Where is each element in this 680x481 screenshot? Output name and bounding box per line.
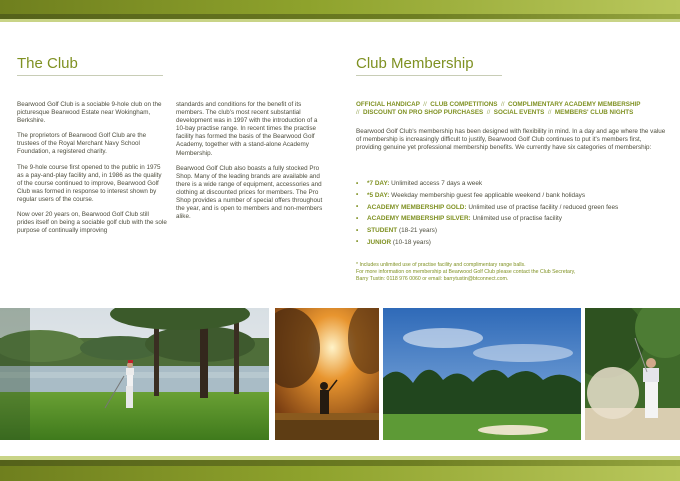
club-paragraph: Now over 20 years on, Bearwood Golf Club still prides itself on being a sociable golf club with the sole purpose of continually improving bbox=[17, 211, 167, 235]
club-column-2 bbox=[176, 101, 326, 228]
bullet-icon: • bbox=[356, 238, 359, 246]
bullet-icon: • bbox=[356, 214, 359, 222]
membership-tier bbox=[356, 215, 666, 227]
membership-benefits bbox=[356, 101, 666, 117]
tier-name: ACADEMY MEMBERSHIP GOLD: bbox=[367, 203, 467, 211]
tier-description: Unlimited use of practise facility / reduced green fees bbox=[466, 203, 619, 211]
benefit-separator: // bbox=[356, 109, 360, 117]
benefit-item: MEMBERS' CLUB NIGHTS bbox=[554, 109, 634, 117]
photo-course-landscape bbox=[383, 308, 581, 440]
benefit-item: SOCIAL EVENTS bbox=[493, 109, 545, 117]
membership-tier bbox=[356, 204, 666, 216]
membership-intro: Bearwood Golf Club's membership has been designed with flexibility in mind. In a day and age where the value of membership is increasingly difficult to justify, Bearwood Golf Club continues to put it's members first, providing genuine yet professional membership benefits. We currently have six categories of membership: bbox=[356, 128, 666, 152]
membership-tier bbox=[356, 227, 666, 239]
tier-name: *7 DAY: bbox=[367, 180, 390, 187]
contact-details: Barry Tustin: 0118 976 0060 or email: barrytustin@btconnect.com. bbox=[356, 276, 509, 282]
membership-tier bbox=[356, 180, 666, 192]
tier-name: JUNIOR bbox=[367, 238, 392, 246]
benefit-item: DISCOUNT ON PRO SHOP PURCHASES bbox=[363, 109, 484, 117]
tier-description: (18-21 years) bbox=[397, 227, 437, 235]
benefit-separator: // bbox=[547, 109, 552, 117]
club-paragraph: Bearwood Golf Club is a sociable 9-hole club on the picturesque Bearwood Estate near Wokingham, Berkshire. bbox=[17, 101, 162, 125]
benefit-item: CLUB COMPETITIONS bbox=[430, 101, 498, 108]
bottom-band bbox=[0, 466, 680, 481]
club-heading-rule bbox=[17, 75, 163, 76]
benefits-line bbox=[356, 101, 666, 109]
membership-tier bbox=[356, 192, 666, 204]
benefit-item: COMPLIMENTARY ACADEMY MEMBERSHIP bbox=[507, 101, 641, 108]
membership-heading: Club Membership bbox=[356, 55, 474, 72]
membership-heading-rule bbox=[356, 75, 502, 76]
tier-description: Weekday membership guest fee applicable weekend / bank holidays bbox=[389, 191, 586, 199]
membership-tier bbox=[356, 239, 666, 251]
membership-notes bbox=[356, 262, 666, 283]
tier-description: (10-18 years) bbox=[391, 238, 431, 246]
tier-name: *5 DAY: bbox=[367, 191, 390, 199]
top-band-thin-stripe bbox=[0, 19, 680, 22]
benefit-item: OFFICIAL HANDICAP bbox=[356, 101, 420, 108]
tier-description: Unlimited access 7 days a week bbox=[389, 180, 483, 187]
membership-tiers bbox=[356, 180, 666, 251]
bullet-icon: • bbox=[356, 179, 359, 187]
club-paragraph: standards and conditions for the benefit of its members. The club's most recent substantial development was in 1997 with the introduction of a 10-bay practise range. In recent times the practise facility has formed the basis of the Bearwood Golf Academy, together with a stand-alone Academy Membership. bbox=[176, 101, 318, 157]
bullet-icon: • bbox=[356, 226, 359, 234]
club-paragraph: The 9-hole course first opened to the public in 1975 as a pay-and-play facility and, in 1986 as the quality of the course continued to improve, Bearwood Golf Club was formed in response to interest shown by regular users of the course. bbox=[17, 163, 162, 203]
benefit-separator: // bbox=[500, 101, 505, 108]
benefit-separator: // bbox=[423, 101, 427, 108]
bullet-icon: • bbox=[356, 203, 359, 211]
tier-name: STUDENT bbox=[367, 227, 398, 235]
bullet-icon: • bbox=[356, 191, 359, 199]
contact-line: For more information on membership at Bearwood Golf Club please contact the Club Secretary, bbox=[356, 269, 576, 275]
club-column-1 bbox=[17, 101, 167, 242]
footnote: * Includes unlimited use of practise facility and complimentary range balls. bbox=[356, 262, 526, 268]
tier-description: Unlimited use of practise facility bbox=[470, 215, 562, 223]
club-heading: The Club bbox=[17, 55, 78, 72]
photo-bunker-shot bbox=[585, 308, 680, 440]
tier-name: ACADEMY MEMBERSHIP SILVER: bbox=[367, 215, 471, 223]
benefit-separator: // bbox=[486, 109, 491, 117]
club-paragraph: Bearwood Golf Club also boasts a fully stocked Pro Shop. Many of the leading brands are available and there is a wide range of equipment, accessories and clothing at discounted prices for members. The Pro Shop provides a number of special offers throughout the year, and is open to members and non-members alike. bbox=[176, 164, 323, 221]
club-paragraph: The proprietors of Bearwood Golf Club are the trustees of the Royal Merchant Navy School Foundation, a registered charity. bbox=[17, 132, 147, 156]
photo-golfer-sunset bbox=[275, 308, 379, 440]
benefits-line bbox=[356, 109, 666, 117]
photo-golfer-lake bbox=[0, 308, 269, 440]
top-band bbox=[0, 0, 680, 14]
